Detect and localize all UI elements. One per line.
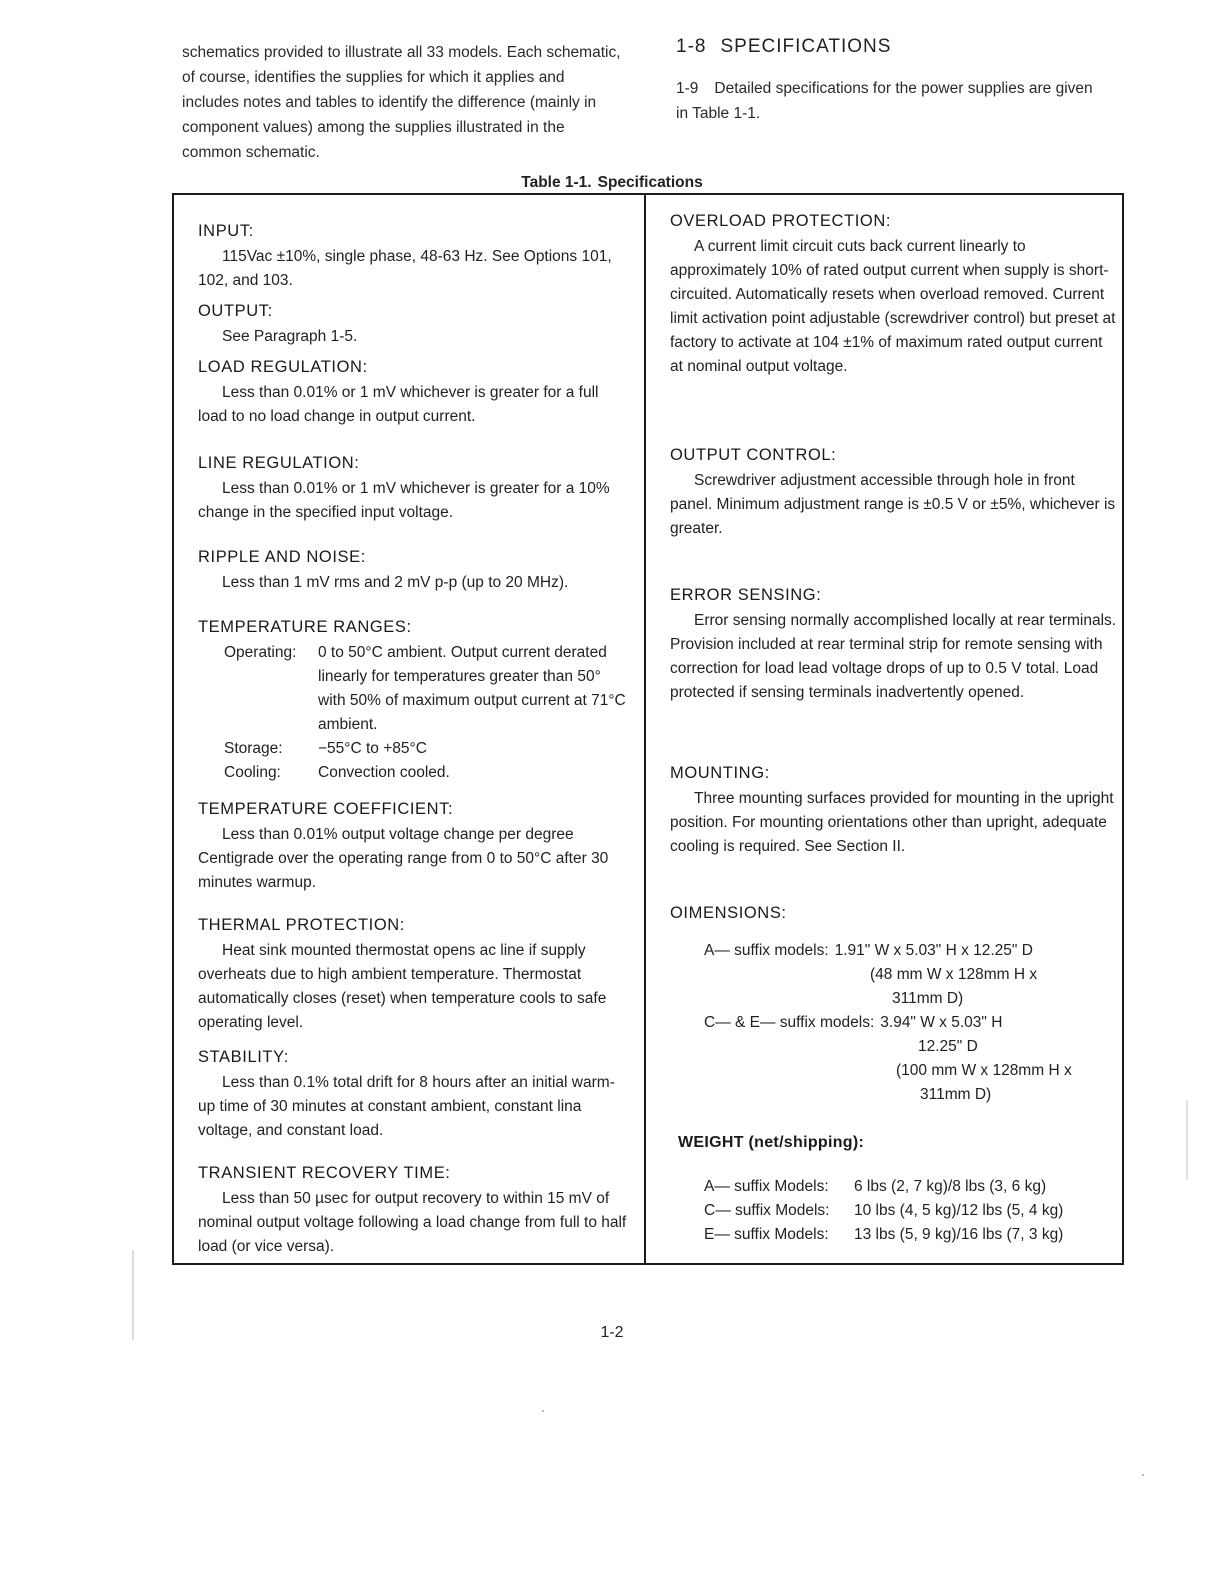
spec-input <box>198 219 628 293</box>
dimension-metric: (48 mm W x 128mm H x <box>870 966 1038 983</box>
weight-row-c <box>670 1199 1118 1223</box>
spec-heading: OUTPUT: <box>198 302 273 320</box>
scan-artifact <box>1142 1474 1144 1476</box>
paragraph-number: 1-9 <box>676 80 699 97</box>
spec-error-sensing <box>670 583 1118 705</box>
weight-value: 6 lbs (2, 7 kg)/8 lbs (3, 6 kg) <box>854 1178 1047 1195</box>
spec-temperature-ranges <box>198 615 628 785</box>
spec-thermal-protection <box>198 913 628 1035</box>
table-caption <box>0 174 1224 192</box>
temp-value: 0 to 50°C ambient. Output current derated linearly for temperatures greater than 50° with 50% of maximum output current at 71°C ambient. <box>318 644 626 733</box>
spec-heading: THERMAL PROTECTION: <box>198 916 405 934</box>
spec-heading: TEMPERATURE RANGES: <box>198 618 412 636</box>
spec-text: Less than 0.01% or 1 mV whichever is greater for a 10% change in the specified input voltage. <box>198 480 610 521</box>
spec-text: A current limit circuit cuts back current linearly to approximately 10% of rated output current when supply is short-circuited. Automatically resets when overload removed. Current limit activation point adjustable (screwdriver control) but preset at factory to activate at 104 ±1% of maximum rated output current at nominal output voltage. <box>670 238 1116 375</box>
scan-artifact <box>132 1250 134 1340</box>
section-paragraph <box>676 76 1106 126</box>
temp-row-storage <box>198 737 628 761</box>
dimension-row-a <box>670 939 1118 963</box>
dimension-value: 1.91" W x 5.03" H x 12.25" D <box>834 942 1033 959</box>
section-number: 1-8 <box>676 36 707 57</box>
spec-stability <box>198 1045 628 1143</box>
spec-weight <box>670 1131 1118 1247</box>
spec-line-regulation <box>198 451 628 525</box>
dimension-label: A— suffix models: <box>704 942 829 959</box>
spec-text: Error sensing normally accomplished locally at rear terminals. Provision included at rear terminal strip for remote sensing with correction for load lead voltage drops of up to 0.5 V total. Load protected if sensing terminals inadvertently opened. <box>670 612 1117 701</box>
spec-ripple-noise <box>198 545 628 595</box>
temp-row-cooling <box>198 761 628 785</box>
weight-value: 13 lbs (5, 9 kg)/16 lbs (7, 3 kg) <box>854 1226 1064 1243</box>
weight-row-e <box>670 1223 1118 1247</box>
temp-value: −55°C to +85°C <box>318 740 427 757</box>
right-column <box>670 195 1118 1243</box>
dimension-metric: (100 mm W x 128mm H x <box>896 1062 1072 1079</box>
dimension-row-ce <box>670 1011 1118 1035</box>
spec-heading: TEMPERATURE COEFFICIENT: <box>198 800 454 818</box>
spec-text: See Paragraph 1-5. <box>222 328 358 345</box>
spec-heading: MOUNTING: <box>670 764 770 782</box>
dimension-label: C— & E— suffix models: <box>704 1014 875 1031</box>
spec-overload-protection <box>670 209 1118 379</box>
spec-heading: TRANSIENT RECOVERY TIME: <box>198 1164 451 1182</box>
spec-text: 115Vac ±10%, single phase, 48-63 Hz. See Options 101, 102, and 103. <box>198 248 612 289</box>
section-title: SPECIFICATIONS <box>720 36 892 57</box>
table-caption-title: Specifications <box>597 174 703 191</box>
spec-heading: OIMENSIONS: <box>670 904 787 922</box>
left-column <box>198 195 628 1255</box>
temp-label: Operating: <box>224 644 297 661</box>
temp-row-operating <box>198 641 628 737</box>
dimension-value-depth: 12.25" D <box>918 1038 978 1055</box>
spec-dimensions <box>670 901 1118 1107</box>
spec-mounting <box>670 761 1118 859</box>
spec-text: Less than 0.1% total drift for 8 hours after an initial warm-up time of 30 minutes at constant ambient, constant lina voltage, and constant load. <box>198 1074 615 1139</box>
table-caption-label: Table 1-1. <box>521 174 592 191</box>
spec-text: Less than 0.01% output voltage change per degree Centigrade over the operating range from 0 to 50°C after 30 minutes warmup. <box>198 826 609 891</box>
spec-heading: LOAD REGULATION: <box>198 358 368 376</box>
weight-label: C— suffix Models: <box>704 1202 830 1219</box>
temp-value: Convection cooled. <box>318 764 450 781</box>
temp-label: Cooling: <box>224 764 281 781</box>
spec-heading: OUTPUT CONTROL: <box>670 446 837 464</box>
weight-label: A— suffix Models: <box>704 1178 829 1195</box>
spec-temperature-coefficient <box>198 797 628 895</box>
dimension-value: 3.94" W x 5.03" H <box>880 1014 1003 1031</box>
weight-value: 10 lbs (4, 5 kg)/12 lbs (5, 4 kg) <box>854 1202 1064 1219</box>
spec-text: Three mounting surfaces provided for mounting in the upright position. For mounting orientations other than upright, adequate cooling is required. See Section II. <box>670 790 1114 855</box>
spec-heading: RIPPLE AND NOISE: <box>198 548 366 566</box>
spec-heading: ERROR SENSING: <box>670 586 822 604</box>
spec-output-control <box>670 443 1118 541</box>
scan-artifact <box>542 1410 544 1412</box>
column-divider <box>644 195 646 1263</box>
spec-heading: STABILITY: <box>198 1048 289 1066</box>
spec-heading: WEIGHT (net/shipping): <box>678 1134 865 1151</box>
specifications-table <box>172 193 1124 1265</box>
spec-text: Less than 1 mV rms and 2 mV p-p (up to 20 MHz). <box>222 574 569 591</box>
spec-load-regulation <box>198 355 628 429</box>
dimension-metric: 311mm D) <box>920 1086 992 1103</box>
intro-paragraph: schematics provided to illustrate all 33 models. Each schematic, of course, identifies the supplies for which it applies and includes notes and tables to identify the difference (mainly in component values) among the supplies illustrated in the common schematic. <box>182 44 621 161</box>
section-heading <box>676 36 905 58</box>
temp-label: Storage: <box>224 740 283 757</box>
spec-heading: LINE REGULATION: <box>198 454 360 472</box>
dimension-metric: 311mm D) <box>892 990 964 1007</box>
spec-text: Screwdriver adjustment accessible through hole in front panel. Minimum adjustment range is ±0.5 V or ±5%, whichever is greater. <box>670 472 1116 537</box>
spec-output <box>198 299 628 349</box>
spec-heading: INPUT: <box>198 222 254 240</box>
spec-text: Less than 50 µsec for output recovery to within 15 mV of nominal output voltage following a load change from full to half load (or vice versa). <box>198 1190 627 1255</box>
weight-label: E— suffix Models: <box>704 1226 829 1243</box>
spec-heading: OVERLOAD PROTECTION: <box>670 212 892 230</box>
scan-artifact <box>1186 1100 1188 1180</box>
spec-text: Less than 0.01% or 1 mV whichever is greater for a full load to no load change in output current. <box>198 384 599 425</box>
page-number: 1-2 <box>600 1324 624 1341</box>
spec-transient-recovery <box>198 1161 628 1259</box>
spec-text: Heat sink mounted thermostat opens ac line if supply overheats due to high ambient temperature. Thermostat automatically closes (reset) when temperature cools to safe operating level. <box>198 942 607 1031</box>
paragraph-text: Detailed specifications for the power supplies are given in Table 1-1. <box>676 80 1093 122</box>
weight-row-a <box>670 1175 1118 1199</box>
